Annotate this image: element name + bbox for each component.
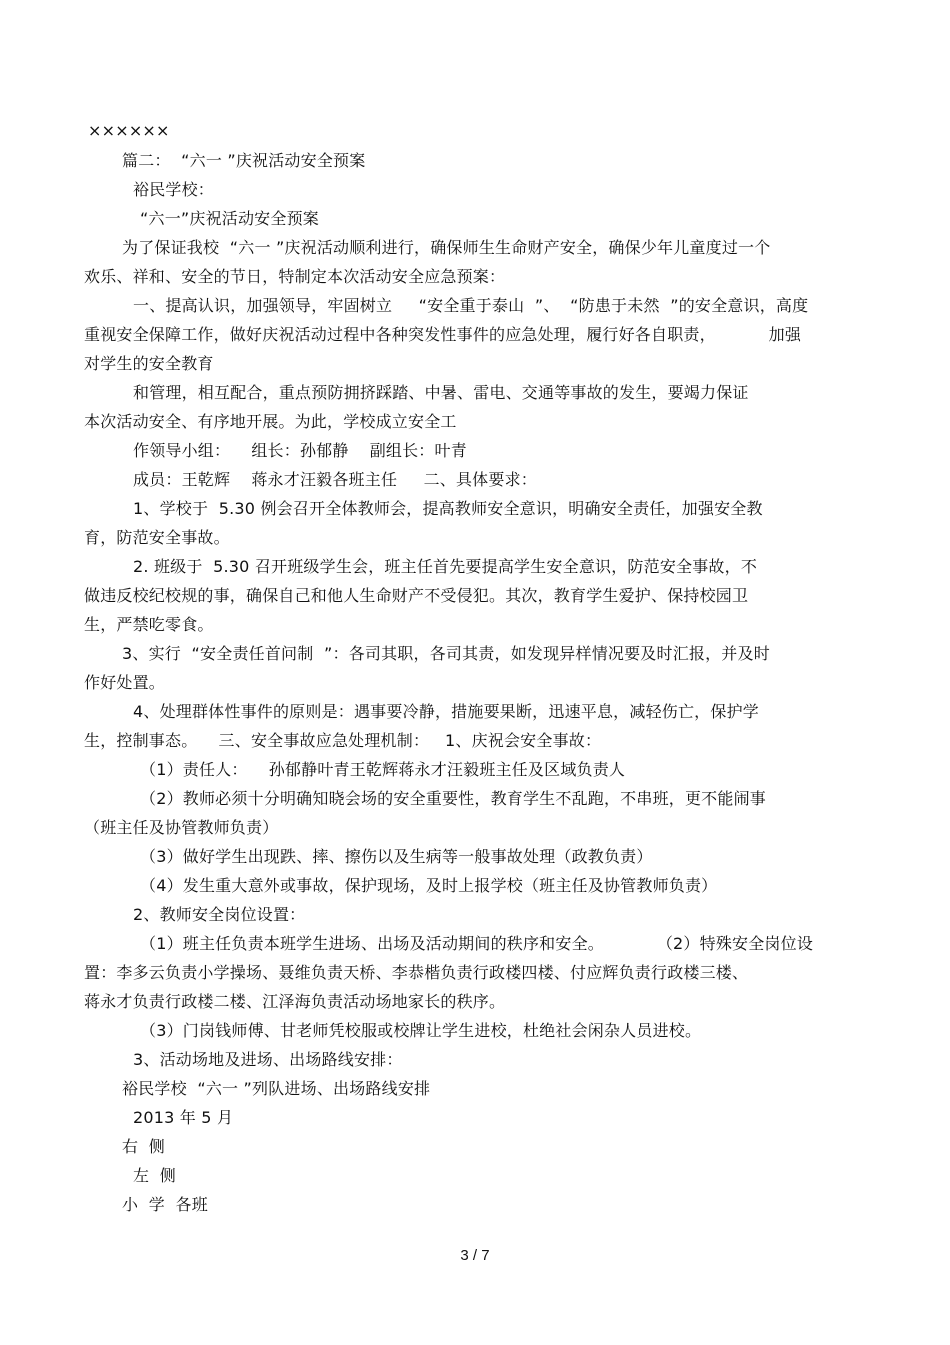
paragraph-line: 置：李多云负责小学操场、聂维负责天桥、李恭楷负责行政楼四楼、付应辉负责行政楼三楼、 <box>84 963 749 982</box>
paragraph-line: （班主任及协管教师负责） <box>84 818 279 837</box>
paragraph-line: 作领导小组： 组长：孙郁静 副组长：叶青 <box>133 441 467 460</box>
subsection-heading: 2、教师安全岗位设置： <box>133 905 306 924</box>
list-item: （2）教师必须十分明确知晓会场的安全重要性，教育学生不乱跑，不串班，更不能闹事 <box>140 789 766 808</box>
paragraph-line: 生，控制事态。 三、安全事故应急处理机制： 1、庆祝会安全事故： <box>84 731 602 750</box>
paragraph-line: 欢乐、祥和、安全的节日，特制定本次活动安全应急预案： <box>84 267 506 286</box>
requirement-item: 2. 班级于 5.30 召开班级学生会，班主任首先要提高学生安全意识，防范安全事故，不 <box>133 557 758 576</box>
paragraph-line: 对学生的安全教育 <box>84 354 214 373</box>
paragraph-line: 重视安全保障工作，做好庆祝活动过程中各种突发性事件的应急处理，履行好各自职责， 加强 <box>84 325 802 344</box>
list-item: （4）发生重大意外或事故，保护现场，及时上报学校（班主任及协管教师负责） <box>140 876 718 895</box>
side-label-right: 右 侧 <box>122 1137 165 1156</box>
paragraph-line: 蒋永才负责行政楼二楼、江泽海负责活动场地家长的秩序。 <box>84 992 506 1011</box>
section-heading: 篇二： “六一 ”庆祝活动安全预案 <box>122 151 366 170</box>
list-item: （3）门岗钱师傅、甘老师凭校服或校牌让学生进校，杜绝社会闲杂人员进校。 <box>140 1021 702 1040</box>
requirement-item: 1、学校于 5.30 例会召开全体教师会，提高教师安全意识，明确安全责任，加强安全教 <box>133 499 763 518</box>
requirement-item: 3、实行 “安全责任首问制 ”：各司其职，各司其责，如发现异样情况要及时汇报，并及时 <box>122 644 770 663</box>
paragraph-line: 为了保证我校 “六一 ”庆祝活动顺利进行，确保师生生命财产安全，确保少年儿童度过一个 <box>122 238 771 257</box>
requirement-item: 4、处理群体性事件的原则是：遇事要冷静，措施要果断，迅速平息，减轻伤亡，保护学 <box>133 702 759 721</box>
paragraph-line: 做违反校纪校规的事，确保自己和他人生命财产不受侵犯。其次，教育学生爱护、保持校园卫 <box>84 586 749 605</box>
list-item: （1）责任人： 孙郁静叶青王乾辉蒋永才汪毅班主任及区域负责人 <box>140 760 626 779</box>
paragraph-line: 本次活动安全、有序地开展。为此，学校成立安全工 <box>84 412 457 431</box>
paragraph-line: 成员：王乾辉 蒋永才汪毅各班主任 二、具体要求： <box>133 470 537 489</box>
page-number: 3 / 7 <box>460 1247 490 1264</box>
subsection-heading: 3、活动场地及进场、出场路线安排： <box>133 1050 403 1069</box>
placeholder-marks: ×××××× <box>88 121 170 140</box>
school-name: 裕民学校： <box>133 180 215 199</box>
paragraph-line: 生，严禁吃零食。 <box>84 615 214 634</box>
paragraph-line: 育，防范安全事故。 <box>84 528 230 547</box>
side-label-left: 左 侧 <box>133 1166 176 1185</box>
paragraph-line: 一、提高认识，加强领导，牢固树立 “安全重于泰山 ”、 “防患于未然 ”的安全意识，高度 <box>133 296 809 315</box>
route-title: 裕民学校 “六一 ”列队进场、出场路线安排 <box>122 1079 431 1098</box>
document-title: “六一”庆祝活动安全预案 <box>140 209 319 228</box>
paragraph-line: 作好处置。 <box>84 673 166 692</box>
list-item: （3）做好学生出现跌、摔、擦伤以及生病等一般事故处理（政教负责） <box>140 847 653 866</box>
list-item: （1）班主任负责本班学生进场、出场及活动期间的秩序和安全。 （2）特殊安全岗位设 <box>140 934 814 953</box>
date-line: 2013 年 5 月 <box>133 1108 234 1127</box>
class-label: 小 学 各班 <box>122 1195 208 1214</box>
paragraph-line: 和管理，相互配合，重点预防拥挤踩踏、中暑、雷电、交通等事故的发生，要竭力保证 <box>133 383 749 402</box>
